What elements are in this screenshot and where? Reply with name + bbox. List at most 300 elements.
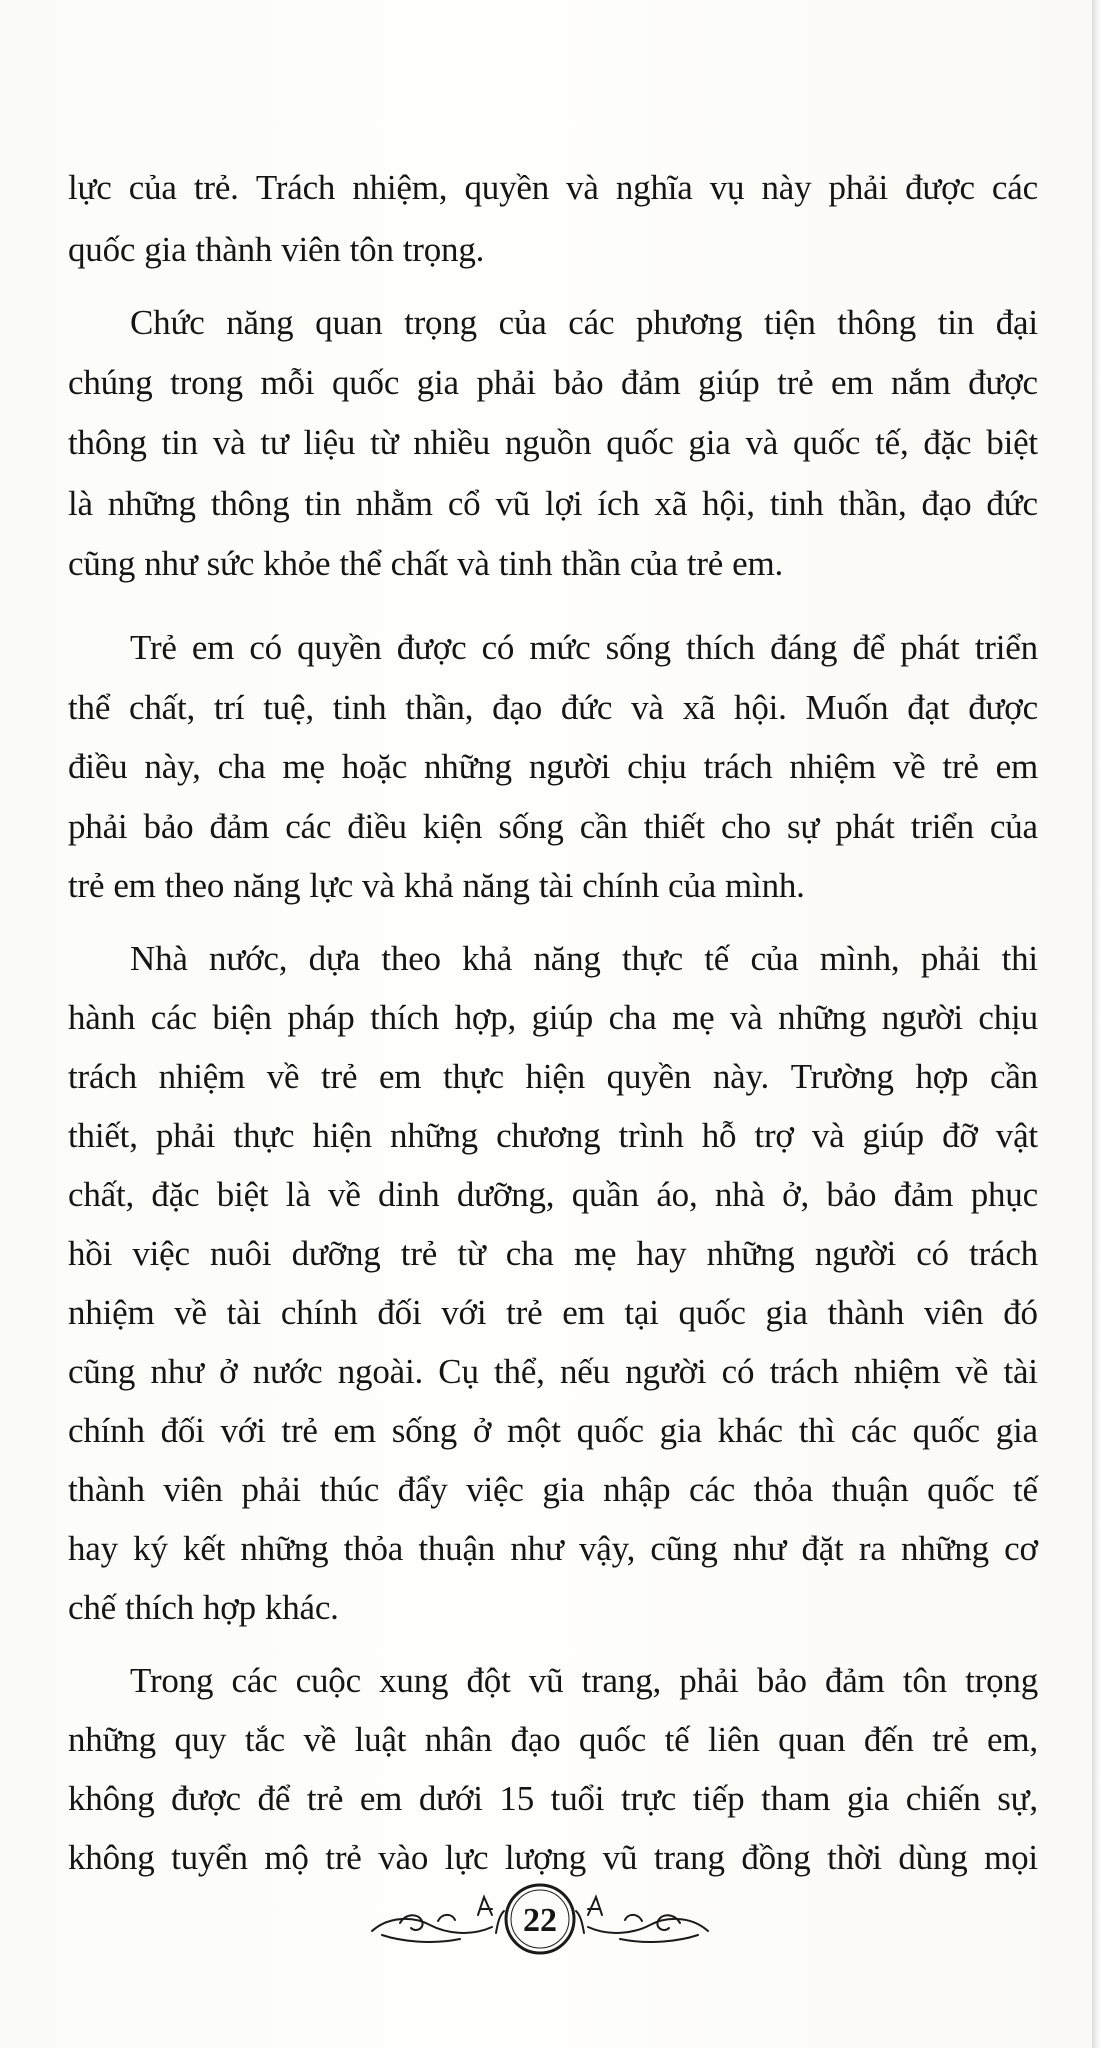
text-line <box>68 1055 1038 1099</box>
word: như <box>510 1529 564 1568</box>
word: thần <box>561 544 621 583</box>
word: của <box>989 807 1038 846</box>
word: cơ <box>1004 1529 1038 1568</box>
word: hợp <box>202 1588 256 1627</box>
word: quốc <box>912 1411 980 1450</box>
word: này <box>761 168 812 207</box>
word: trong <box>170 363 243 402</box>
word: mình, <box>819 939 900 978</box>
word: chính <box>280 1293 358 1332</box>
word: của <box>498 303 547 342</box>
word: thông <box>837 303 917 342</box>
word: hội, <box>702 484 755 523</box>
word: nhiệm <box>789 747 876 786</box>
word: thuận <box>418 1529 496 1568</box>
word: mỗi <box>260 363 315 402</box>
word: với <box>220 1411 266 1450</box>
word: pháp <box>287 998 355 1037</box>
word: trẻ <box>506 1293 543 1332</box>
word: quốc <box>576 1411 644 1450</box>
word: Muốn <box>805 688 889 727</box>
text-line <box>68 745 1038 789</box>
word: quan <box>778 1720 846 1759</box>
word: sống <box>391 1411 458 1450</box>
word: đảm <box>620 363 681 402</box>
word: nhằm <box>355 484 433 523</box>
word: mẹ <box>573 1234 617 1273</box>
word: các <box>150 998 197 1037</box>
text-line <box>68 166 1038 210</box>
word: đồng <box>741 1838 811 1877</box>
word: nhiệm, <box>352 168 448 207</box>
word: ích <box>597 484 640 523</box>
word: tôn <box>349 230 394 269</box>
word: hành <box>68 998 136 1037</box>
word: phải <box>241 1470 301 1509</box>
word: biệt <box>216 1175 269 1214</box>
word: này, <box>144 747 201 786</box>
word: trẻ. <box>193 168 239 207</box>
word: với <box>441 1293 487 1332</box>
word: phải <box>476 363 536 402</box>
word: về <box>266 1057 300 1096</box>
word: đặt <box>801 1529 844 1568</box>
text-line <box>68 864 1038 908</box>
word: xung <box>379 1661 449 1700</box>
word: em. <box>732 544 784 583</box>
word: em <box>191 628 235 667</box>
word: viên <box>924 1293 984 1332</box>
word: và <box>566 168 599 207</box>
word: các <box>850 1411 897 1450</box>
word: biệt <box>986 423 1038 462</box>
word: và <box>730 998 763 1037</box>
word: thành <box>827 1293 905 1332</box>
word: theo <box>164 866 225 905</box>
word: cha <box>608 998 657 1037</box>
word: việc <box>466 1470 524 1509</box>
word: phải <box>679 1661 739 1700</box>
word: em <box>995 747 1038 786</box>
word: người <box>814 1234 897 1273</box>
page-number: 22 <box>523 1902 557 1939</box>
word: chúng <box>68 363 153 402</box>
word: lực <box>68 168 112 207</box>
word: nguồn <box>504 423 592 462</box>
word: tin <box>937 303 975 342</box>
word: lượng <box>504 1838 587 1877</box>
text-line <box>68 421 1038 465</box>
word: tài <box>1003 1352 1038 1391</box>
text-line <box>68 1291 1038 1335</box>
word: thần, <box>838 484 907 523</box>
word: trẻ <box>932 1720 969 1759</box>
word: thỏa <box>343 1529 404 1568</box>
word: trí <box>213 688 245 727</box>
word: những <box>778 998 867 1037</box>
text-line <box>68 996 1038 1040</box>
word: về <box>328 1175 361 1214</box>
word: áo, <box>656 1175 698 1214</box>
word: của <box>629 544 678 583</box>
text-line <box>68 1409 1038 1453</box>
word: mức <box>529 628 591 667</box>
word: lợi <box>545 484 583 523</box>
word: của <box>128 168 177 207</box>
text-line <box>68 482 1038 526</box>
word: những <box>424 747 512 786</box>
word: nhiệm <box>68 1293 155 1332</box>
word: chương <box>496 1116 601 1155</box>
word: Trường <box>790 1057 894 1096</box>
text-line <box>130 1659 1038 1703</box>
word: phục <box>970 1175 1038 1214</box>
text-line <box>68 542 1038 586</box>
word: liên <box>707 1720 760 1759</box>
page-edge <box>1092 0 1101 2048</box>
word: việc <box>132 1234 190 1273</box>
text-line <box>68 228 1038 272</box>
word: em <box>113 866 156 905</box>
word: sống <box>605 628 671 667</box>
word: nắm <box>890 363 951 402</box>
word: nước, <box>209 939 288 978</box>
word: quốc <box>68 230 136 269</box>
word: tế <box>1013 1470 1038 1509</box>
word: em <box>562 1293 605 1332</box>
word: luật <box>354 1720 407 1759</box>
word: từ <box>370 423 399 462</box>
word: giúp <box>698 363 760 402</box>
word: có <box>916 1234 949 1273</box>
word: trẻ <box>400 1234 438 1273</box>
word: đức <box>560 688 613 727</box>
word: nhiệm <box>158 1057 246 1096</box>
word: Cụ <box>438 1352 479 1391</box>
word: khác. <box>264 1588 339 1627</box>
word: dưới <box>418 1779 483 1818</box>
word: tiếp <box>692 1779 745 1818</box>
word: năng <box>462 866 530 905</box>
word: quốc <box>792 423 861 462</box>
word: đạt <box>907 688 950 727</box>
word: bảo <box>143 807 194 846</box>
word: không <box>68 1779 155 1818</box>
word: kiện <box>422 807 483 846</box>
word: chiến <box>905 1779 981 1818</box>
word: tham <box>761 1779 831 1818</box>
word: đảm <box>824 1661 885 1700</box>
word: cho <box>720 807 771 846</box>
word: thỏa <box>753 1470 814 1509</box>
word: chế <box>68 1588 116 1627</box>
word: triển <box>910 807 974 846</box>
word: Trách <box>255 168 336 207</box>
word: tắc <box>244 1720 286 1759</box>
word: quy <box>174 1720 227 1759</box>
word: tế <box>664 1720 690 1759</box>
word: em <box>831 363 874 402</box>
word: về <box>892 747 926 786</box>
word: gia <box>846 1779 890 1818</box>
word: cuộc <box>295 1661 361 1700</box>
word: em <box>359 1779 403 1818</box>
word: vũ <box>602 1838 638 1877</box>
word: chính <box>68 1411 145 1450</box>
word: nhiệm <box>853 1352 941 1391</box>
text-line <box>68 1468 1038 1512</box>
word: quan <box>315 303 383 342</box>
word: thần, <box>405 688 474 727</box>
word: cổ <box>447 484 481 523</box>
word: nhà <box>714 1175 765 1214</box>
word: hay <box>636 1234 687 1273</box>
word: các <box>991 168 1038 207</box>
word: đảm <box>893 1175 954 1214</box>
word: đột <box>466 1661 511 1700</box>
word: em <box>378 1057 422 1096</box>
text-line <box>68 1527 1038 1571</box>
word: trách <box>68 1057 137 1096</box>
word: dinh <box>378 1175 440 1214</box>
word: này. <box>712 1057 770 1096</box>
word: không <box>68 1838 155 1877</box>
word: cha <box>505 1234 554 1273</box>
word: tại <box>624 1293 659 1332</box>
word: trách <box>703 747 773 786</box>
word: gia <box>765 1293 808 1332</box>
word: về <box>174 1293 207 1332</box>
word: thể <box>68 688 111 727</box>
word: khả <box>403 866 454 905</box>
word: trẻ <box>325 1838 362 1877</box>
word: thiết, <box>68 1116 138 1155</box>
word: đáng <box>770 628 838 667</box>
word: thuận <box>831 1470 909 1509</box>
word: dưỡng <box>291 1234 381 1273</box>
word: bảo <box>756 1661 807 1700</box>
word: hoặc <box>341 747 408 786</box>
word: thực <box>622 939 683 978</box>
word: chất, <box>129 688 196 727</box>
word: nước <box>252 1352 323 1391</box>
word: thông <box>68 423 147 462</box>
word: năng <box>533 939 601 978</box>
word: thành <box>195 230 273 269</box>
word: triển <box>974 628 1038 667</box>
word: trẻ <box>686 544 724 583</box>
word: biện <box>212 998 272 1037</box>
word: là <box>285 1175 311 1214</box>
word: bảo <box>553 363 604 402</box>
word: tài <box>538 866 574 905</box>
word: ở <box>219 1352 238 1391</box>
word: được <box>396 628 467 667</box>
word: hay <box>68 1529 118 1568</box>
word: tinh <box>498 544 553 583</box>
word: mình. <box>725 866 805 905</box>
word: thành <box>68 1470 145 1509</box>
word: điều <box>68 747 128 786</box>
word: thúc <box>319 1470 380 1509</box>
word: tin <box>304 484 341 523</box>
word: cha <box>217 747 266 786</box>
word: vụ <box>709 168 745 207</box>
word: chất <box>390 544 449 583</box>
word: quần <box>571 1175 639 1214</box>
word: đức <box>986 484 1038 523</box>
text-line <box>68 1718 1038 1762</box>
word: mọi <box>984 1838 1038 1877</box>
word: vậy, <box>578 1529 636 1568</box>
word: có <box>721 1352 755 1391</box>
word: trách <box>769 1352 839 1391</box>
word: sự, <box>997 1779 1038 1818</box>
word: quốc <box>927 1470 995 1509</box>
word: hiện <box>312 1116 372 1155</box>
word: chịu <box>978 998 1038 1037</box>
word: khác <box>717 1411 783 1450</box>
word: đặc <box>923 423 972 462</box>
word: nhập <box>603 1470 671 1509</box>
word: tôn <box>902 1661 947 1700</box>
word: đỡ <box>942 1116 978 1155</box>
word: Trong <box>130 1661 214 1700</box>
word: tinh <box>769 484 824 523</box>
word: mẹ <box>282 747 325 786</box>
word: một <box>506 1411 561 1450</box>
word: ký <box>133 1529 168 1568</box>
word: tuổi <box>550 1779 605 1818</box>
word: đạo <box>921 484 972 523</box>
word: những <box>107 484 196 523</box>
word: theo <box>381 939 441 978</box>
word: xã <box>682 688 716 727</box>
word: như <box>150 1352 204 1391</box>
word: hợp <box>915 1057 969 1096</box>
word: dựa <box>308 939 361 978</box>
word: tuệ, <box>263 688 314 727</box>
word: gia <box>542 1470 585 1509</box>
word: những <box>240 1529 329 1568</box>
word: tin <box>161 423 198 462</box>
word: ra <box>858 1529 886 1568</box>
word: mộ <box>264 1838 309 1877</box>
word: hội. <box>734 688 787 727</box>
word: lực <box>309 866 354 905</box>
word: trẻ <box>321 1057 358 1096</box>
text-line <box>68 1232 1038 1276</box>
word: kết <box>183 1529 226 1568</box>
word: chính <box>582 866 660 905</box>
word: vũ <box>495 484 531 523</box>
word: nhiều <box>413 423 491 462</box>
word: khỏe <box>263 544 331 583</box>
word: có <box>481 628 515 667</box>
word: phải <box>68 807 128 846</box>
word: trẻ <box>777 363 814 402</box>
text-line <box>68 686 1038 730</box>
word: những <box>390 1116 478 1155</box>
word: đẩy <box>397 1470 448 1509</box>
word: người <box>625 1352 707 1391</box>
word: quốc <box>606 423 674 462</box>
word: thể <box>339 544 382 583</box>
word: thể, <box>494 1352 545 1391</box>
word: được <box>905 168 975 207</box>
word: hồi <box>68 1234 113 1273</box>
word: trang <box>653 1838 725 1877</box>
word: cũng <box>68 1352 136 1391</box>
word: Nhà <box>130 939 188 978</box>
word: ở, <box>782 1175 810 1214</box>
word: tinh <box>332 688 387 727</box>
word: tư <box>260 423 289 462</box>
word: các <box>285 807 332 846</box>
word: người <box>881 998 963 1037</box>
word: thì <box>798 1411 836 1450</box>
word: hỗ <box>701 1116 737 1155</box>
word: thực <box>442 1057 504 1096</box>
word: ngoài. <box>337 1352 424 1391</box>
word: cũng <box>650 1529 718 1568</box>
word: đến <box>863 1720 914 1759</box>
word: như <box>732 1529 787 1568</box>
word: được <box>171 1779 241 1818</box>
word: ở <box>472 1411 492 1450</box>
word: xã <box>654 484 688 523</box>
word: nuôi <box>210 1234 272 1273</box>
word: quyền <box>297 628 382 667</box>
text-line <box>130 937 1038 981</box>
word: trình <box>618 1116 684 1155</box>
word: điều <box>347 807 407 846</box>
word: gia <box>416 363 459 402</box>
word: cần <box>990 1057 1038 1096</box>
word: thực <box>233 1116 295 1155</box>
word: gia <box>659 1411 702 1450</box>
word: tiện <box>763 303 816 342</box>
text-line <box>68 1114 1038 1158</box>
word: phát <box>900 628 960 667</box>
word: trang, <box>581 1661 662 1700</box>
text-line <box>68 1777 1038 1821</box>
word: em, <box>987 1720 1038 1759</box>
word: đảm <box>209 807 270 846</box>
word: gia <box>144 230 187 269</box>
word: đó <box>1003 1293 1038 1332</box>
word: người <box>528 747 611 786</box>
text-line <box>68 805 1038 849</box>
word: nghĩa <box>615 168 693 207</box>
word: cần <box>579 807 628 846</box>
word: thông <box>210 484 290 523</box>
word: thời <box>827 1838 882 1877</box>
word: và <box>631 688 664 727</box>
word: phải <box>920 939 981 978</box>
word: như <box>144 544 198 583</box>
word: và <box>212 423 246 462</box>
word: tuyển <box>171 1838 248 1877</box>
word: đạo <box>510 1720 561 1759</box>
word: thích <box>124 1588 194 1627</box>
word: trợ <box>754 1116 794 1155</box>
word: sống <box>498 807 564 846</box>
word: giúp <box>862 1116 924 1155</box>
word: trọng. <box>402 230 485 269</box>
word: phải <box>828 168 888 207</box>
word: liệu <box>303 423 356 462</box>
